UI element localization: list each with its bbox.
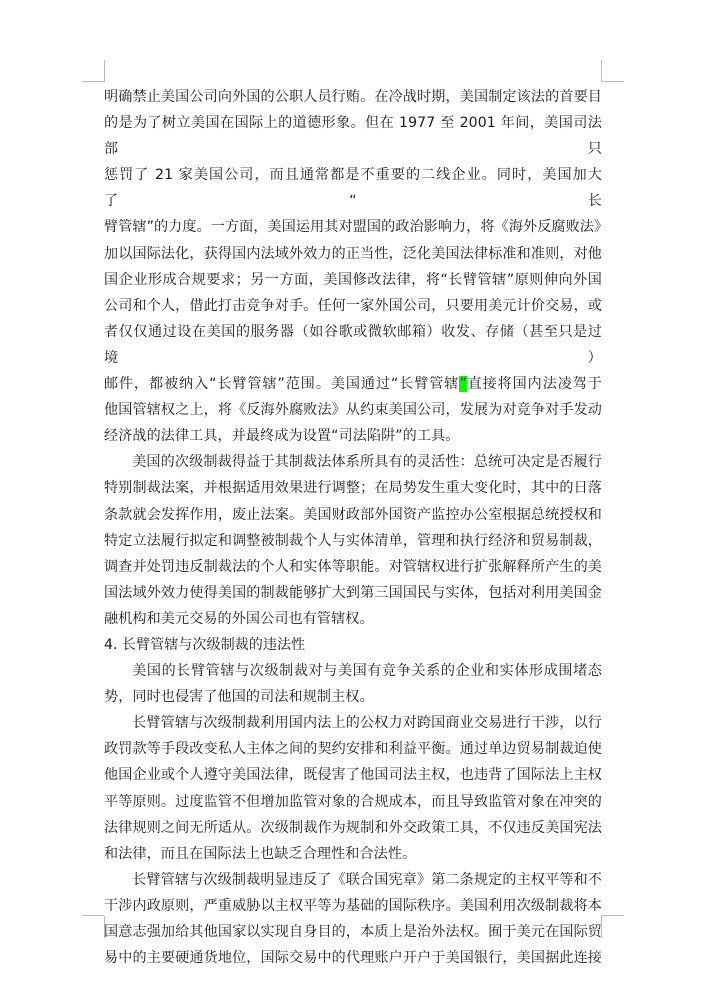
crop-mark-top-right	[601, 60, 602, 82]
text-line: 长臂管辖与次级制裁明显违反了《联合国宪章》第二条规定的主权平等和不	[132, 871, 602, 888]
text-line: 的是为了树立美国在国际上的道德形象。但在 1977 至 2001 年间，美国司法部只	[104, 115, 602, 158]
text-run: 直接将国内法凌驾于	[466, 376, 602, 393]
text-line: 他国管辖权之上，将《反海外腐败法》从约束美国公司，发展为对竞争对手发动	[104, 402, 602, 419]
paragraph	[104, 449, 602, 632]
text-line: 和法律，而且在国际法上也缺乏合理性和合法性。	[104, 845, 417, 862]
text-line: 法律规则之间无所适从。次级制裁作为规制和外交政策工具，不仅违反美国宪法	[104, 819, 602, 836]
text-line: 融机构和美元交易的外国公司也有管辖权。	[104, 610, 374, 627]
text-line: 国法域外效力使得美国的制裁能够扩大到第三国国民与实体，包括对利用美国金	[104, 584, 602, 601]
text-line: 国意志强加给其他国家以实现自身目的，本质上是治外法权。囿于美元在国际贸	[104, 924, 602, 940]
text-line: 条款就会发挥作用，废止法案。美国财政部外国资产监控办公室根据总统授权和	[104, 506, 602, 523]
text-line: 调查并处罚违反制裁法的个人和实体等职能。对管辖权进行扩张解释所产生的美	[104, 558, 602, 575]
text-line: 势，同时也侵害了他国的司法和规制主权。	[104, 689, 374, 706]
text-line	[104, 371, 602, 397]
crop-mark-top-left	[82, 81, 104, 82]
text-line: 者仅仅通过设在美国的服务器（如谷歌或微软邮箱）收发、存储（甚至只是过境）	[104, 323, 602, 366]
text-line: 美国的次级制裁得益于其制裁法体系所具有的灵活性：总统可决定是否履行	[132, 454, 602, 471]
text-line: 加以国际法化，获得国内法域外效力的正当性，泛化美国法律标准和准则，对他	[104, 245, 602, 262]
crop-mark-top-right	[602, 81, 624, 82]
paragraph	[104, 710, 602, 867]
text-line: 美国的长臂管辖与次级制裁对与美国有竞争关系的企业和实体形成围堵态	[132, 663, 602, 680]
text-line: 平等原则。过度监管不但增加监管对象的合规成本，而且导致监管对象在冲突的	[104, 793, 602, 810]
text-line: 惩罚了 21 家美国公司，而且通常都是不重要的二线企业。同时，美国加大了“长	[104, 167, 602, 210]
section-heading: 4. 长臂管辖与次级制裁的违法性	[104, 636, 306, 653]
highlighted-text: ”	[459, 376, 467, 393]
text-line: 长臂管辖与次级制裁利用国内法上的公权力对跨国商业交易进行干涉，以行	[132, 715, 602, 732]
text-line: 臂管辖”的力度。一方面，美国运用其对盟国的政治影响力，将《海外反腐败法》	[104, 219, 609, 236]
document-body	[104, 84, 609, 971]
text-line: 特定立法履行拟定和调整被制裁个人与实体清单，管理和执行经济和贸易制裁，	[104, 532, 602, 549]
text-run: 邮件，都被纳入“长臂管辖”范围。美国通过“长臂管辖	[104, 376, 460, 393]
crop-mark-bottom-right	[602, 915, 624, 916]
text-line: 干涉内政原则，严重威胁以主权平等为基础的国际秩序。美国利用次级制裁将本	[104, 897, 602, 914]
paragraph	[104, 658, 602, 710]
paragraph	[104, 84, 609, 449]
text-line: 特别制裁法案，并根据适用效果进行调整；在局势发生重大变化时，其中的日落	[104, 480, 602, 497]
paragraph	[104, 867, 602, 971]
text-line: 明确禁止美国公司向外国的公职人员行贿。在冷战时期，美国制定该法的首要目	[104, 89, 602, 105]
text-line: 经济战的法律工具，并最终成为设置“司法陷阱”的工具。	[104, 428, 460, 445]
text-line: 国企业形成合规要求；另一方面，美国修改法律，将“长臂管辖”原则伸向外国	[104, 271, 602, 288]
text-line: 公司和个人，借此打击竞争对手。任何一家外国公司，只要用美元计价交易，或	[104, 297, 602, 314]
crop-mark-bottom-left	[82, 915, 104, 916]
text-line: 他国企业或个人遵守美国法律，既侵害了他国司法主权，也违背了国际法上主权	[104, 767, 602, 784]
text-line: 易中的主要硬通货地位，国际交易中的代理账户开户于美国银行，美国据此连接	[104, 950, 602, 967]
crop-mark-top-left	[104, 60, 105, 82]
text-line: 政罚款等手段改变私人主体之间的契约安排和利益平衡。通过单边贸易制裁迫使	[104, 741, 602, 758]
